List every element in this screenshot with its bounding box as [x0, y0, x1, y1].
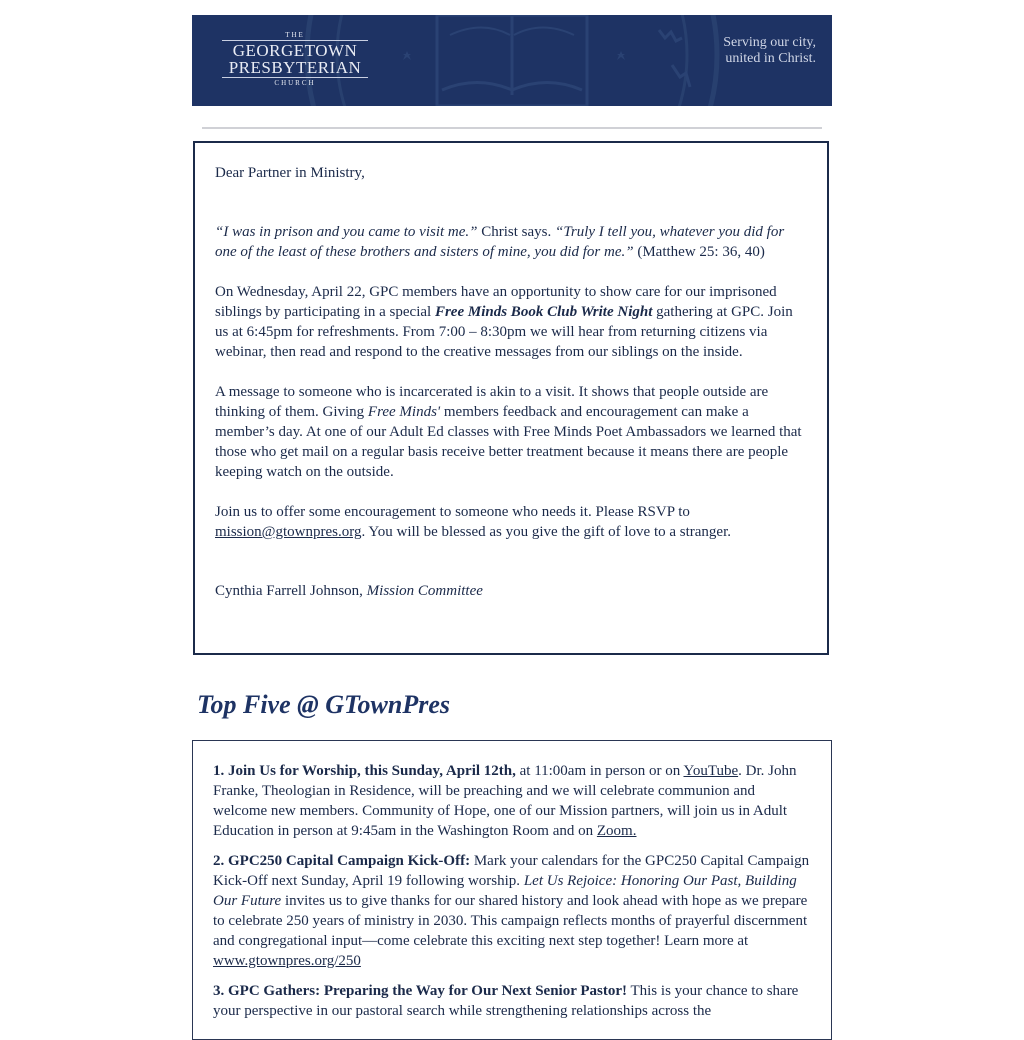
gpc250-link[interactable]: www.gtownpres.org/250 [213, 953, 361, 969]
letter-event-paragraph [215, 282, 807, 362]
item-3-title: 3. GPC Gathers: Preparing the Way for Our Next Senior Pastor! [213, 983, 627, 999]
letter-scripture [215, 222, 807, 262]
scripture-quote-1: “I was in prison and you came to visit me.” [215, 224, 478, 240]
item-2-title: 2. GPC250 Capital Campaign Kick-Off: [213, 853, 471, 869]
letter-signature [215, 581, 807, 601]
rsvp-email-link[interactable]: mission@gtownpres.org [215, 524, 362, 540]
top-five-heading: Top Five @ GTownPres [197, 690, 451, 719]
item-3-text-a: This is your chance to share your perspective in our pastoral search while strengthening relationships across the [213, 983, 799, 1019]
list-item [213, 761, 811, 841]
signature-name: Cynthia Farrell Johnson, [215, 583, 367, 599]
youtube-link[interactable]: YouTube [683, 763, 739, 779]
logo-line-1: GEORGETOWN [232, 41, 358, 60]
logo-church: CHURCH [274, 79, 316, 87]
item-1-title: 1. Join Us for Worship, this Sunday, April 12th, [213, 763, 516, 779]
item-2-text-a: Mark your calendars for the GPC250 Capital Campaign Kick-Off next Sunday, April 19 following worship. [213, 853, 810, 889]
visit-text-b: members feedback and encouragement can make a member’s day. At one of our Adult Ed classes with Free Minds Poet Ambassadors we learned that those who get mail on a regular basis receive better treatment because it means there are people keeping watch on the outside. [215, 404, 802, 480]
letter-visit-paragraph [215, 382, 807, 482]
scripture-mid: Christ says. [477, 224, 556, 240]
visit-text-a: A message to someone who is incarcerated is akin to a visit. It shows that people outside are thinking of them. Giving [215, 384, 769, 420]
logo-rule-bottom [222, 77, 368, 78]
signature-role: Mission Committee [366, 583, 483, 599]
visit-org-name: Free Minds' [367, 404, 441, 420]
header-divider [202, 127, 822, 129]
item-2-campaign-title: Let Us Rejoice: Honoring Our Past, Building Our Future [213, 873, 797, 909]
list-item [213, 981, 811, 1021]
rsvp-text-b: . You will be blessed as you give the gift of love to a stranger. [361, 524, 731, 540]
tagline-line-2: united in Christ. [725, 51, 816, 66]
event-text-b: gathering at GPC. Join us at 6:45pm for refreshments. From 7:00 – 8:30pm we will hear from returning citizens via webinar, then read and respond to the creative messages from our siblings on the inside. [215, 304, 793, 360]
letter-box [193, 141, 829, 655]
top-five-box [192, 740, 832, 1040]
event-text-a: On Wednesday, April 22, GPC members have an opportunity to show care for our imprisoned siblings by participating in a special [215, 284, 777, 320]
scripture-quote-2: “Truly I tell you, whatever you did for one of the least of these brothers and sisters of mine, you did for me.” [215, 224, 785, 260]
header-banner[interactable] [192, 15, 832, 106]
item-1-text-b: . Dr. John Franke, Theologian in Residence, will be preaching and we will celebrate communion and welcome new members. Community of Hope, one of our Mission partners, will join us in Adult Education in person at 9:45am in the Washington Room and on [213, 763, 797, 839]
church-logo[interactable] [222, 31, 368, 87]
letter-rsvp-paragraph [215, 502, 807, 542]
event-name: Free Minds Book Club Write Night [434, 304, 653, 320]
tagline-line-1: Serving our city, [723, 35, 816, 50]
item-1-text-a: at 11:00am in person or on [515, 763, 684, 779]
rsvp-text-a: Join us to offer some encouragement to someone who needs it. Please RSVP to [215, 504, 690, 520]
logo-line-2: PRESBYTERIAN [228, 58, 362, 77]
list-item [213, 851, 811, 971]
tagline [723, 35, 816, 67]
logo-the: THE [285, 31, 305, 39]
scripture-reference: (Matthew 25: 36, 40) [633, 244, 765, 260]
item-2-text-b: invites us to give thanks for our shared history and look ahead with hope as we prepare to celebrate 250 years of ministry in 2030. This campaign reflects months of prayerful discernment and congregational input—come celebrate this exciting next step together! Learn more at [213, 893, 808, 949]
letter-greeting: Dear Partner in Ministry, [215, 165, 365, 181]
zoom-link[interactable]: Zoom. [596, 823, 637, 839]
